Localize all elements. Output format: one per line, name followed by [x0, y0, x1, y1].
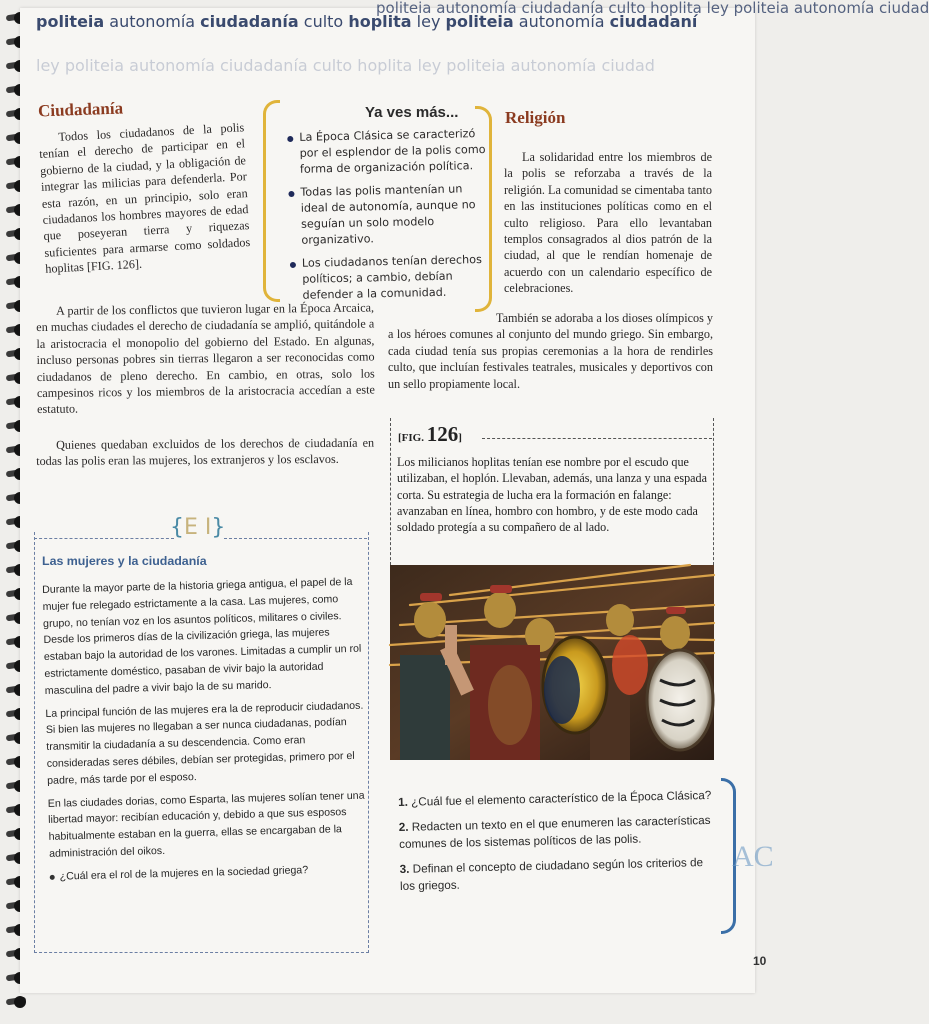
activity-item — [400, 854, 721, 895]
figure-dashed-rule — [482, 438, 712, 439]
women-paragraph-3: En las ciudades dorias, como Esparta, las mujeres solían tener una libertad mayor: recibían educación y, debido a que sus esposos habitualmente estaban en la guerra, ellas se encargaban de la administración del oikos. — [47, 789, 365, 860]
banner-row-faded-text: ley politeia autonomía ciudadanía culto hoplita ley politeia autonomía ciudad — [36, 56, 655, 75]
banner-word: culto — [298, 12, 349, 31]
women-section-title: Las mujeres y la ciudadanía — [42, 554, 207, 568]
textbook-page — [20, 0, 929, 993]
women-paragraph-1: Durante la mayor parte de la historia griega antigua, el papel de la mujer fue relegado estrictamente a la casa. Las mujeres, como grupo, no tenían voz en los asuntos políticos, militares o civiles. Desde los primeros días de la civilización griega, las mujeres estaban bajo la autoridad de los varones. Limitadas a cumplir un rol estrictamente doméstico, pasaban de vivir bajo la autoridad masculina del padre a vivir bajo la de su marido. — [42, 575, 362, 697]
banner-word: hoplita — [348, 12, 412, 31]
ciudadania-paragraph-2: A partir de los conflictos que tuvieron lugar en la Época Arcaica, en muchas ciudades el derecho de ciudadanía se amplió, quitándole a la aristocracia el monopolio del gobierno del Estado. En algunas, incluso personas pobres sin tierras llegaron a ser reconocidas como ciudadanos de pleno derecho. En cambio, en otras, solo los campesinos ricos y los miembros de la aristocracia accedían a este estatuto. — [36, 300, 375, 417]
banner-word: ley — [411, 12, 446, 31]
women-frame-top-left — [34, 538, 174, 539]
ciudadania-paragraph-3: Quienes quedaban excluidos de los derechos de ciudadanía en todas las polis eran las mujeres, los extranjeros y los esclavos. — [36, 435, 375, 469]
figure-number: 126 — [426, 422, 459, 446]
page-number: 10 — [753, 954, 767, 968]
activity-item — [398, 787, 718, 811]
activity-text: ¿Cuál fue el elemento característico de la Época Clásica? — [411, 788, 712, 809]
yaves-title: Ya ves más... — [365, 104, 459, 121]
women-paragraph-2: La principal función de las mujeres era la de reproducir ciudadanos. Si bien las mujeres no llegaban a ser nunca ciudadanas, podían transmitir la ciudadanía a su descendencia. Como eran consideradas seres débiles, debían ser protegidas, primero por el padre, más tarde por el esposo. — [45, 699, 364, 787]
banner-word: ciudadaní — [609, 12, 698, 31]
banner-word: politeia — [445, 12, 514, 31]
spiral-hole — [14, 996, 26, 1008]
keyword-banner — [36, 0, 929, 82]
banner-row-faded — [36, 56, 655, 75]
figure-label-prefix: [FIG. — [398, 432, 427, 444]
ei-icon — [170, 515, 225, 540]
ei-brace-left: { — [170, 515, 184, 540]
ciudadania-heading: Ciudadanía — [37, 98, 124, 121]
women-section-body — [42, 574, 370, 886]
religion-heading: Religión — [505, 108, 566, 127]
yaves-item: Los ciudadanos tenían derechos políticos; a cambio, debían defender a la comunidad. — [288, 252, 489, 304]
ciudadania-paragraph-1: Todos los ciudadanos de la polis tenían el derecho de participar en el gobierno de la ciudad, y la obligación de integrar las milicias para defenderla. Por esta razón, en un principio, solo eran ciudadanos los hombres mayores de edad que poseyeran tierra y riquezas suficientes para armarse como soldados hoplitas [FIG. 126]. — [38, 120, 251, 277]
banner-word: politeia — [36, 12, 105, 31]
religion-paragraph-1: La solidaridad entre los miembros de la polis se reforzaba a través de la religión. La comunidad se cimentaba tanto en las instituciones políticas como en el culto religioso. Para ello levantaban templos consagrados al dios patrón de la ciudad, al que le rendían homenaje de acuerdo con un calendario específico de celebraciones. — [504, 150, 712, 296]
hoplite-phalanx-photo — [390, 565, 714, 760]
religion-paragraph-2: También se adoraba a los dioses olímpicos y a los héroes comunes al conjunto del mundo griego. Sin embargo, cada ciudad tenía sus propias ceremonias a la hora de rendirles culto, que incluían festivales teatrales, musicales y deportivos con un sello propiamente local. — [388, 311, 713, 391]
banner-row-1 — [36, 12, 697, 31]
banner-row-top-text: politeia autonomía ciudadanía culto hoplita ley politeia autonomía ciudad — [376, 0, 929, 17]
activity-item — [399, 812, 720, 853]
activity-number: 3. — [399, 862, 410, 876]
activity-text: Redacten un texto en el que enumeren las características comunes de los sistemas políticos de las polis. — [398, 813, 711, 851]
banner-word: ciudadanía — [200, 12, 299, 31]
activities-icon: AC — [732, 840, 774, 873]
yaves-list — [285, 126, 489, 311]
activity-number: 2. — [398, 820, 409, 834]
women-frame-top-right — [224, 538, 367, 539]
women-question: ¿Cuál era el rol de la mujeres en la sociedad griega? — [50, 860, 370, 885]
ei-letters: E I — [184, 515, 212, 540]
figure-label-suffix: ] — [458, 432, 462, 444]
yaves-item: Todas las polis mantenían un ideal de autonomía, aunque no seguían un solo modelo organizativo. — [286, 181, 487, 249]
figure-caption: Los milicianos hoplitas tenían ese nombre por el escudo que utilizaban, el hoplón. Llevaban, además, una lanza y una espada corta. Su estrategia de lucha era la formación en falange: avanzaban en línea, hombro con hombro, y de este modo cada soldado protegía a su compañero de al lado. — [397, 455, 707, 535]
activities-list — [398, 787, 720, 903]
yaves-bracket-left — [263, 100, 280, 302]
activity-number: 1. — [398, 795, 409, 809]
banner-word: autonomía — [104, 12, 201, 31]
activity-text: Definan el concepto de ciudadano según los criterios de los griegos. — [399, 856, 704, 893]
ei-brace-right: } — [211, 515, 226, 540]
yaves-item: La Época Clásica se caracterizó por el esplendor de la polis como forma de organización política. — [285, 126, 486, 178]
figure-label — [398, 422, 462, 447]
banner-word: autonomía — [513, 12, 610, 31]
